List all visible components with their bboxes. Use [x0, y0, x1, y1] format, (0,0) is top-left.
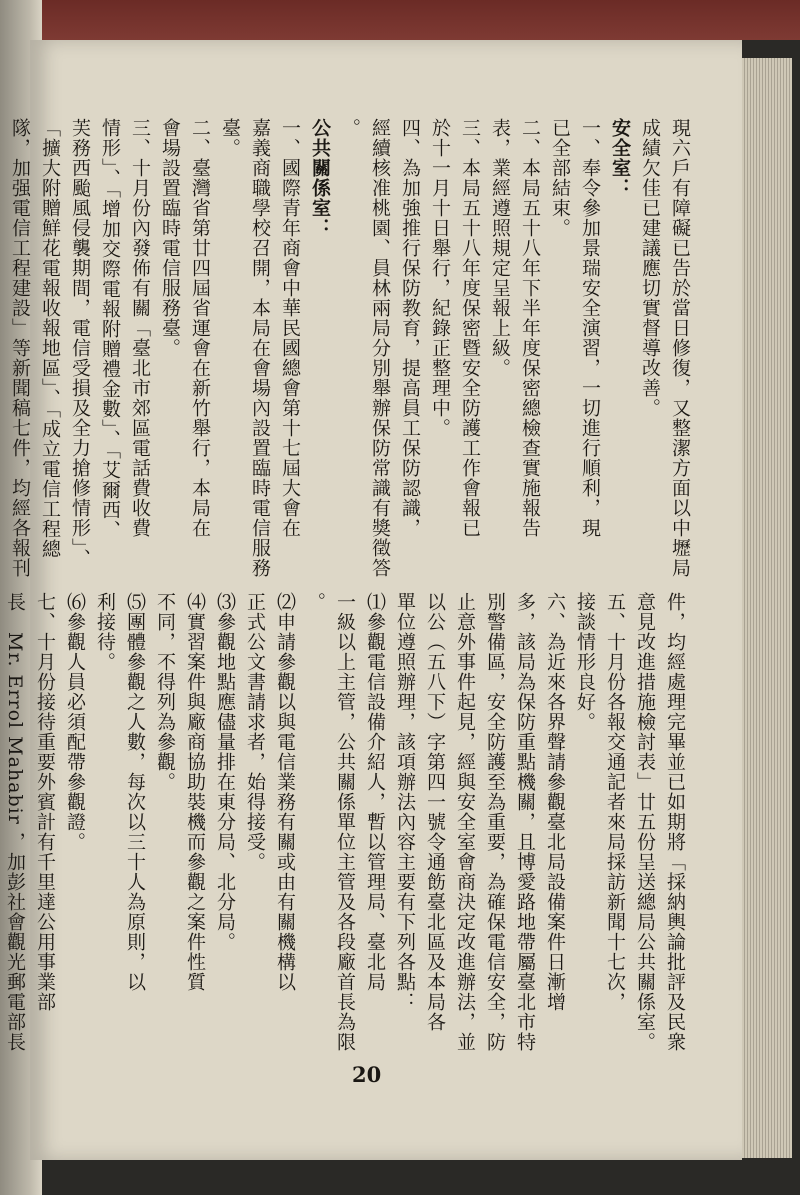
text-column: 六、為近來各界聲請參觀臺北局設備案件日漸增 [544, 592, 566, 1012]
text-column: 安全室： [609, 118, 631, 198]
text-column: 嘉義商職學校召開，本局在會場內設置臨時電信服務 [249, 118, 271, 578]
text-column: 多，該局為保防重點機關，且博愛路地帶屬臺北市特 [514, 592, 536, 1052]
text-column: 件，均經處理完畢並已如期將「採納輿論批評及民衆 [664, 592, 686, 1052]
text-column: 長 Mr. Errol Mahabir ，加彭社會觀光郵電部長 [4, 592, 26, 1052]
text-column: 一、國際青年商會中華民國總會第十七屆大會在 [279, 118, 301, 538]
text-column: 一級以上主管，公共關係單位主管及各段廠首長為限 [334, 592, 356, 1052]
text-column: 三、本局五十八年度保密暨安全防護工作會報已 [459, 118, 481, 538]
text-column: 臺。 [219, 118, 241, 158]
text-column: 隊，加强電信工程建設」等新聞稿七件，均經各報刊 [9, 118, 31, 578]
text-column: ⑵申請參觀以與電信業務有關或由有關機構以 [274, 592, 296, 992]
text-column: 情形」、「增加交際電報附贈禮金數」、「艾爾西、 [99, 118, 121, 540]
text-column: 會場設置臨時電信服務臺。 [159, 118, 181, 358]
text-column: ⑸團體參觀之人數，每次以三十人為原則，以 [124, 592, 146, 992]
text-column: 「擴大附贈鮮花電報收報地區」、「成立電信工程總 [39, 118, 61, 559]
text-column: 接談情形良好。 [574, 592, 596, 732]
text-column: 以公（五八下）字第四一號令通飭臺北區及本局各 [424, 592, 446, 1032]
text-column: 二、本局五十八年下半年度保密總檢查實施報告 [519, 118, 541, 538]
text-column: 表，業經遵照規定呈報上級。 [489, 118, 511, 378]
text-column: ⑹參觀人員必須配帶參觀證。 [64, 592, 86, 852]
text-column: 別警備區，安全防護至為重要，為確保電信安全，防 [484, 592, 506, 1052]
text-column: 單位遵照辦理，該項辦法內容主要有下列各點： [394, 592, 416, 1012]
text-column: ⑷實習案件與廠商協助裝機而參觀之案件性質 [184, 592, 206, 992]
text-column: 利接待。 [94, 592, 116, 672]
text-column: 公共關係室： [309, 118, 331, 238]
text-column: 不同，不得列為參觀。 [154, 592, 176, 792]
text-column: 二、臺灣省第廿四屆省運會在新竹舉行，本局在 [189, 118, 211, 538]
lower-text-block [0, 592, 690, 1052]
text-column: 七、十月份接待重要外賓計有千里達公用事業部 [34, 592, 56, 1012]
text-column: 四、為加強推行保防教育，提高員工保防認識， [399, 118, 421, 538]
text-column: 。 [304, 592, 326, 612]
text-column: ⑴參觀電信設備介紹人，暫以管理局、臺北局 [364, 592, 386, 992]
text-column: 正式公文書請求者，始得接受。 [244, 592, 266, 872]
text-column: 經續核准桃園、員林兩局分別舉辦保防常識有獎徵答 [369, 118, 391, 578]
text-column: 五、十月份各報交通記者來局採訪新聞十七次， [604, 592, 626, 1012]
text-column: 三、十月份內發佈有關「臺北市郊區電話費收費 [129, 118, 151, 538]
book-binding [30, 0, 800, 40]
text-column: 成績欠佳已建議應切實督導改善。 [639, 118, 661, 418]
text-column: 意見改進措施檢討表」廿五份呈送總局公共關係室。 [634, 592, 656, 1052]
text-column: 芙務西颱風侵襲期間，電信受損及全力搶修情形」、 [69, 118, 91, 569]
text-column: 於十一月十日舉行，紀錄正整理中。 [429, 118, 451, 438]
text-column: 一、奉令參加景瑞安全演習，一切進行順利，現 [579, 118, 601, 538]
page-number: 20 [352, 1062, 382, 1087]
text-column: 止意外事件起見，經與安全室會商決定改進辦法，並 [454, 592, 476, 1052]
text-column: 已全部結束。 [549, 118, 571, 238]
page-stack-edges [742, 58, 792, 1158]
text-column: 。 [339, 118, 361, 138]
upper-text-block [0, 118, 695, 593]
text-column: 現六戶有障礙已告於當日修復，又整潔方面以中壢局 [669, 118, 691, 578]
text-column: ⑶參觀地點應儘量排在東分局、北分局。 [214, 592, 236, 952]
